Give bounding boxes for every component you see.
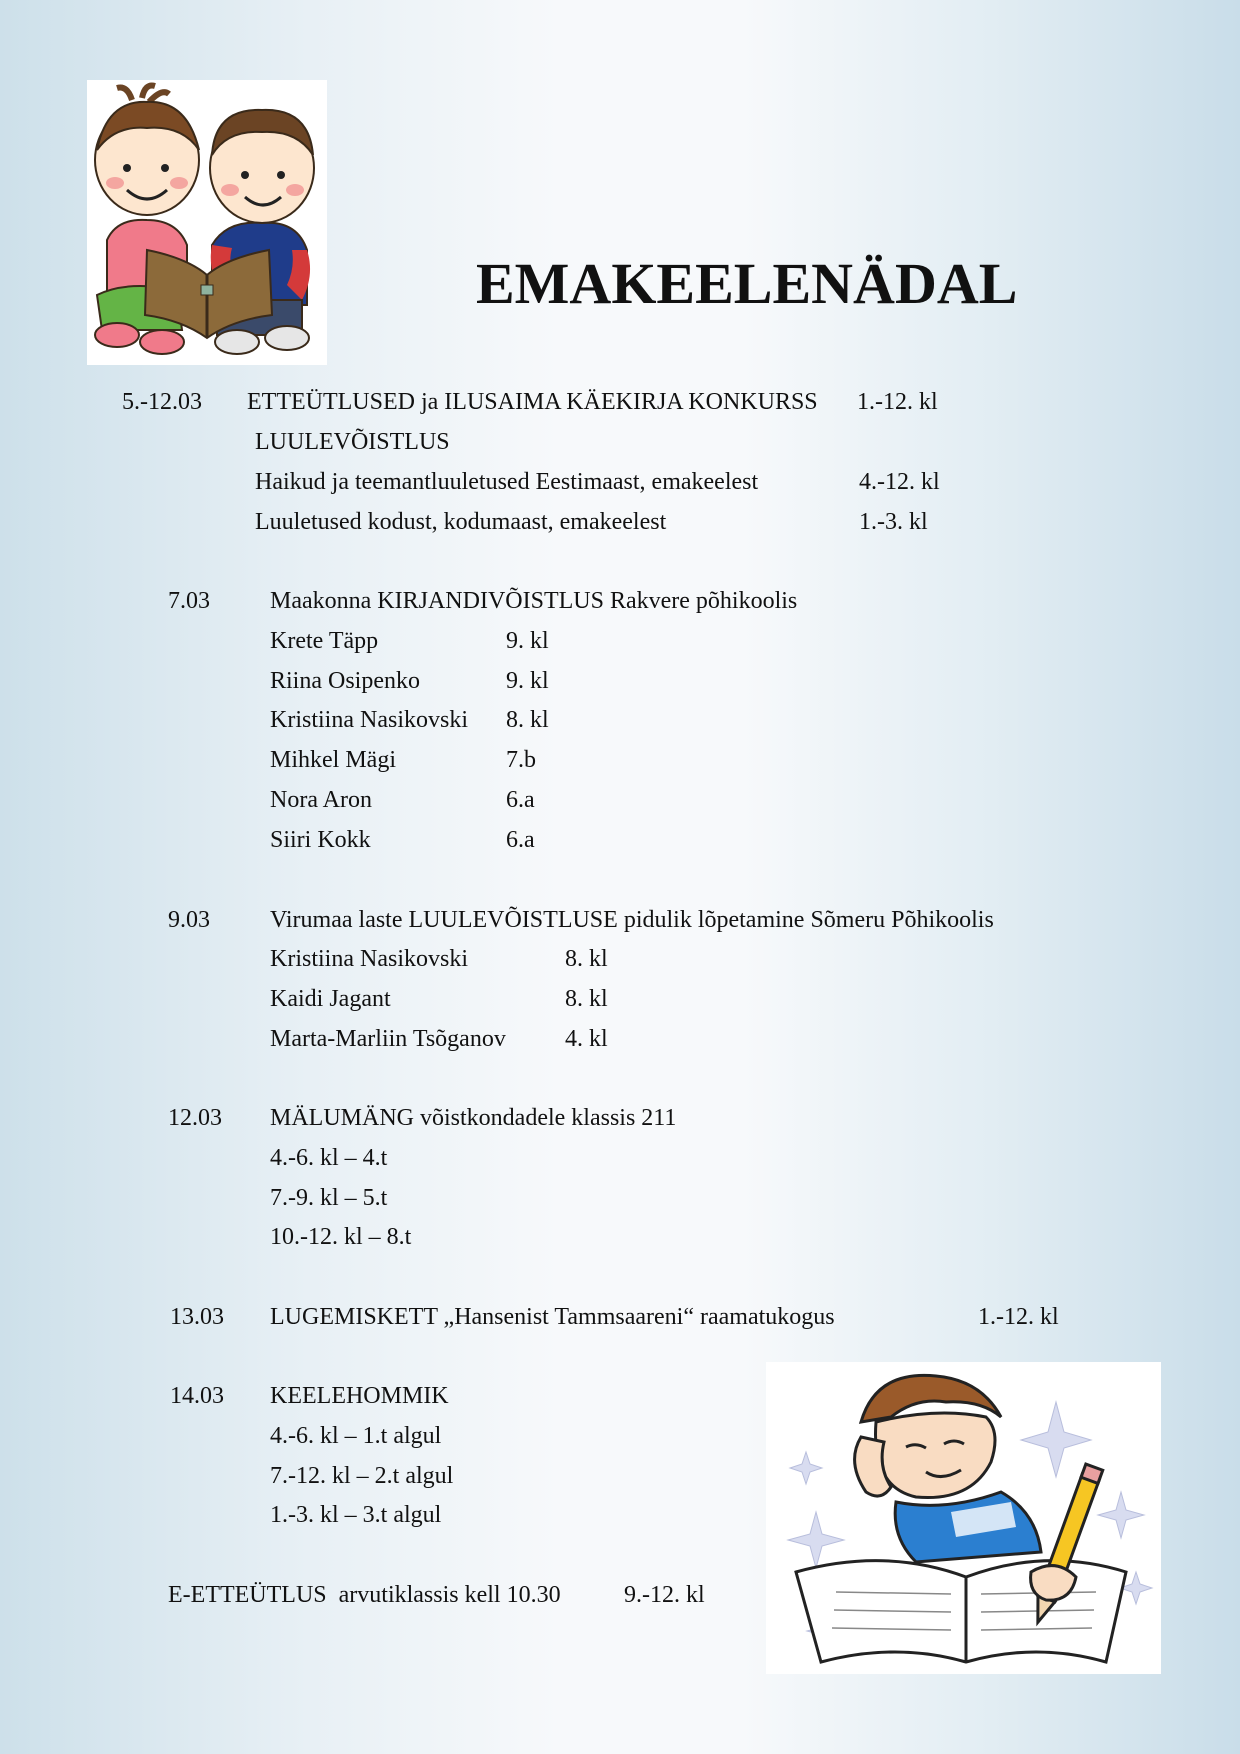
section1-heading-grades: 1.-12. kl bbox=[857, 389, 938, 415]
section6-item: 1.-3. kl – 3.t algul bbox=[270, 1502, 442, 1528]
section2-heading: Maakonna KIRJANDIVÕISTLUS Rakvere põhikoolis bbox=[270, 588, 798, 614]
section1-item-grades: 1.-3. kl bbox=[859, 509, 928, 535]
participant-name: Mihkel Mägi bbox=[270, 747, 396, 773]
participant-class: 8. kl bbox=[565, 986, 608, 1012]
e-dictation-label: E-ETTEÜTLUS arvutiklassis kell 10.30 bbox=[168, 1582, 561, 1608]
section3-heading: Virumaa laste LUULEVÕISTLUSE pidulik lõpetamine Sõmeru Põhikoolis bbox=[270, 907, 994, 933]
section4-item: 10.-12. kl – 8.t bbox=[270, 1224, 412, 1250]
section5-grades: 1.-12. kl bbox=[978, 1304, 1059, 1330]
participant-name: Krete Täpp bbox=[270, 628, 379, 654]
section4-item: 4.-6. kl – 4.t bbox=[270, 1145, 388, 1171]
section1-item-grades: 4.-12. kl bbox=[859, 469, 940, 495]
participant-class: 6.a bbox=[506, 787, 535, 813]
participant-name: Kristiina Nasikovski bbox=[270, 707, 468, 733]
section1-heading: ETTEÜTLUSED ja ILUSAIMA KÄEKIRJA KONKURSS bbox=[247, 389, 818, 415]
section6-heading: KEELEHOMMIK bbox=[270, 1383, 449, 1409]
section6-date: 14.03 bbox=[170, 1383, 224, 1409]
participant-name: Riina Osipenko bbox=[270, 668, 420, 694]
children-reading-clipart bbox=[87, 80, 327, 365]
section2-date: 7.03 bbox=[168, 588, 210, 614]
page-title: EMAKEELENÄDAL bbox=[476, 251, 1018, 316]
participant-class: 7.b bbox=[506, 747, 536, 773]
section5-date: 13.03 bbox=[170, 1304, 224, 1330]
participant-name: Kaidi Jagant bbox=[270, 986, 391, 1012]
section5-heading: LUGEMISKETT „Hansenist Tammsaareni“ raamatukogus bbox=[270, 1304, 835, 1330]
e-dictation-grades: 9.-12. kl bbox=[624, 1582, 705, 1608]
section1-item-label: Haikud ja teemantluuletused Eestimaast, emakeelest bbox=[255, 469, 759, 495]
participant-name: Kristiina Nasikovski bbox=[270, 946, 468, 972]
section1-item-label: Luuletused kodust, kodumaast, emakeelest bbox=[255, 509, 667, 535]
participant-class: 9. kl bbox=[506, 668, 549, 694]
participant-name: Nora Aron bbox=[270, 787, 372, 813]
section4-date: 12.03 bbox=[168, 1105, 222, 1131]
participant-class: 6.a bbox=[506, 827, 535, 853]
section1-date: 5.-12.03 bbox=[122, 389, 202, 415]
section1-subheading: LUULEVÕISTLUS bbox=[255, 429, 450, 455]
participant-class: 4. kl bbox=[565, 1026, 608, 1052]
child-writing-clipart bbox=[766, 1362, 1161, 1674]
section4-heading: MÄLUMÄNG võistkondadele klassis 211 bbox=[270, 1105, 677, 1131]
section4-item: 7.-9. kl – 5.t bbox=[270, 1185, 388, 1211]
section6-item: 4.-6. kl – 1.t algul bbox=[270, 1423, 442, 1449]
participant-name: Marta-Marliin Tsõganov bbox=[270, 1026, 506, 1052]
section3-date: 9.03 bbox=[168, 907, 210, 933]
participant-class: 8. kl bbox=[506, 707, 549, 733]
section6-item: 7.-12. kl – 2.t algul bbox=[270, 1463, 454, 1489]
participant-class: 8. kl bbox=[565, 946, 608, 972]
participant-name: Siiri Kokk bbox=[270, 827, 371, 853]
participant-class: 9. kl bbox=[506, 628, 549, 654]
